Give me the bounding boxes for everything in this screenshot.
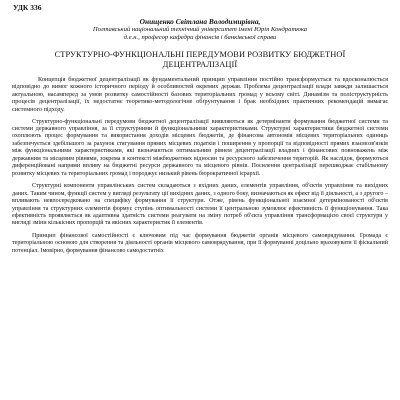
body-text (12, 119, 388, 256)
body-paragraph-3: Принцип фінансової самостійності є ключовим під час формування бюджетів органів місцевого самоврядування. Громада є територіальною основою для створення та діяльності органів місцевого самоврядування, при її формуванні доцільно враховувати її фіскальний потенціал. Імовірно, формування фінансово самодостатніх (12, 232, 388, 254)
paper-title (12, 50, 388, 70)
author-credentials: д.е.н., професор кафедри фінансів і банківської справи (123, 34, 277, 42)
paper-title-line-1: СТРУКТУРНО-ФУНКЦІОНАЛЬНІ ПЕРЕДУМОВИ РОЗВИТКУ БЮДЖЕТНОЇ (54, 49, 346, 59)
author-name: Онищенко Світлана Володимирівна, (139, 17, 261, 26)
paper-title-line-2: ДЕЦЕНТРАЛІЗАЦІЇ (162, 59, 238, 69)
body-paragraph-1: Структурно-функціональні передумови бюджетної децентралізації виявляються як детермінанти формування бюджетної системи та системи державного управління, за її структурними й функціональними характеристиками. Структурні характеристики бюджетної системи охоплюють процес формування та використання доходів місцевих бюджетів, де фінансова автономія місцевих територіальних одиниць забезпечується здебільшого за рахунок стягування прямих місцевих податків і поширення у пропорції та відповідності прямих взаємозв'язків між функціональними характеристиками, які визначаються оптимальним рівнем децентралізації владних і фінансових повноважень між державним та місцевим рівнями, зокрема в контексті міжбюджетних відносин та ресурсного забезпечення територій. Як наслідок, формуються диференційовані напрями впливу на бюджетні ресурси державного та місцевого рівнів. Посилення централізації перешкоджає стабільному розвитку місцевих та територіальних громад і породжує низький рівень бюрократичної ієрархії. (12, 118, 388, 177)
udk-code: УДК 336 (13, 3, 42, 12)
abstract-paragraph: Концепція бюджетної децентралізації як фундаментальний принцип управління постійно трансформується та вдосконалюється відповідно до вимог кожного історичного періоду й особливостей окремих держав. Проблема децентралізації влади завжди залишається актуальною, насамперед за умов розвитку самостійності базових територіальних громад у всьому світі. Динамізм та поліструктурність процесів децентралізації, їх недостатнє теоретико-методологічне обґрунтування і брак необхідних практичних рекомендацій вимагає системного підходу. (12, 75, 388, 113)
author-affiliation: Полтавський національний технічний університет імені Юрія Кондратюка (92, 26, 308, 34)
body-paragraph-2: Структурні компоненти управлінських систем складаються з вхідних даних, елементів управління, об'єктів управління та вихідних даних. Таким чином, функції систем у вигляді результату ції вихідних даних, з одного боку, визначаються як ефект від її діяльності, а з другого – впливають невпосередковано на специфіку формування її структури. Отже, рівень функціональної взаємної детермінованості об'єктів управління та структурних елементів формує ступінь оптимальності системи її центральною зумовлює ефективність її функціонування. Така ефективність проявляється як адаптивна здатність системи реагувати на зміну потреб об'єкта управління трансформацією своєї структури у вигляді зміни кількісних пропорцій та якісних характеристик її елементів. (12, 183, 388, 227)
